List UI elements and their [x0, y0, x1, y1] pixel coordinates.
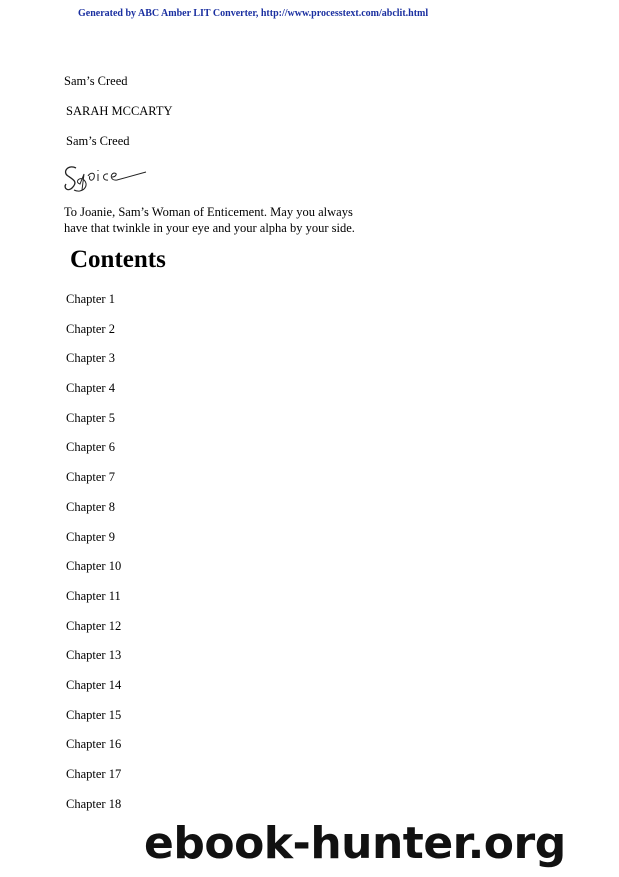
toc-chapter-link[interactable]: Chapter 8 [66, 499, 115, 514]
publisher-logo [60, 160, 150, 201]
toc-chapter-link[interactable]: Chapter 1 [66, 292, 115, 306]
toc-chapter-link[interactable]: Chapter 13 [66, 648, 122, 663]
toc-chapter-link[interactable]: Chapter 3 [66, 351, 115, 366]
toc-chapter-link[interactable]: Chapter 5 [66, 410, 115, 425]
toc-chapter-link[interactable]: Chapter 4 [66, 381, 115, 396]
converter-header-link[interactable]: Generated by ABC Amber LIT Converter, http://www.processtext.com/abclit.html [78, 8, 429, 19]
author-name: SARAH MCCARTY [66, 104, 173, 118]
toc-chapter-link[interactable]: Chapter 18 [66, 796, 122, 811]
toc-chapter-link[interactable]: Chapter 9 [66, 529, 115, 544]
watermark: ebook-hunter.org [144, 818, 566, 869]
toc-chapter-link[interactable]: Chapter 7 [66, 470, 115, 485]
dedication [64, 204, 355, 236]
toc-chapter-link[interactable]: Chapter 17 [66, 767, 122, 781]
dedication-line: have that twinkle in your eye and your alpha by your side. [64, 221, 355, 235]
toc-chapter-link[interactable]: Chapter 10 [66, 559, 122, 574]
toc-chapter-link[interactable]: Chapter 2 [66, 321, 115, 336]
toc-chapter-link[interactable]: Chapter 16 [66, 737, 122, 752]
toc-chapter-link[interactable]: Chapter 12 [66, 618, 122, 633]
book-title-line: Sam’s Creed [64, 74, 128, 88]
toc-chapter-link[interactable]: Chapter 11 [66, 588, 121, 603]
table-of-contents [66, 292, 121, 826]
contents-heading: Contents [70, 246, 166, 273]
toc-chapter-link[interactable]: Chapter 15 [66, 707, 122, 722]
spice-logo-icon [60, 160, 150, 196]
dedication-line: To Joanie, Sam’s Woman of Enticement. May you always [64, 205, 353, 219]
toc-chapter-link[interactable]: Chapter 6 [66, 440, 115, 455]
book-title-repeat: Sam’s Creed [66, 134, 130, 148]
toc-chapter-link[interactable]: Chapter 14 [66, 677, 122, 692]
